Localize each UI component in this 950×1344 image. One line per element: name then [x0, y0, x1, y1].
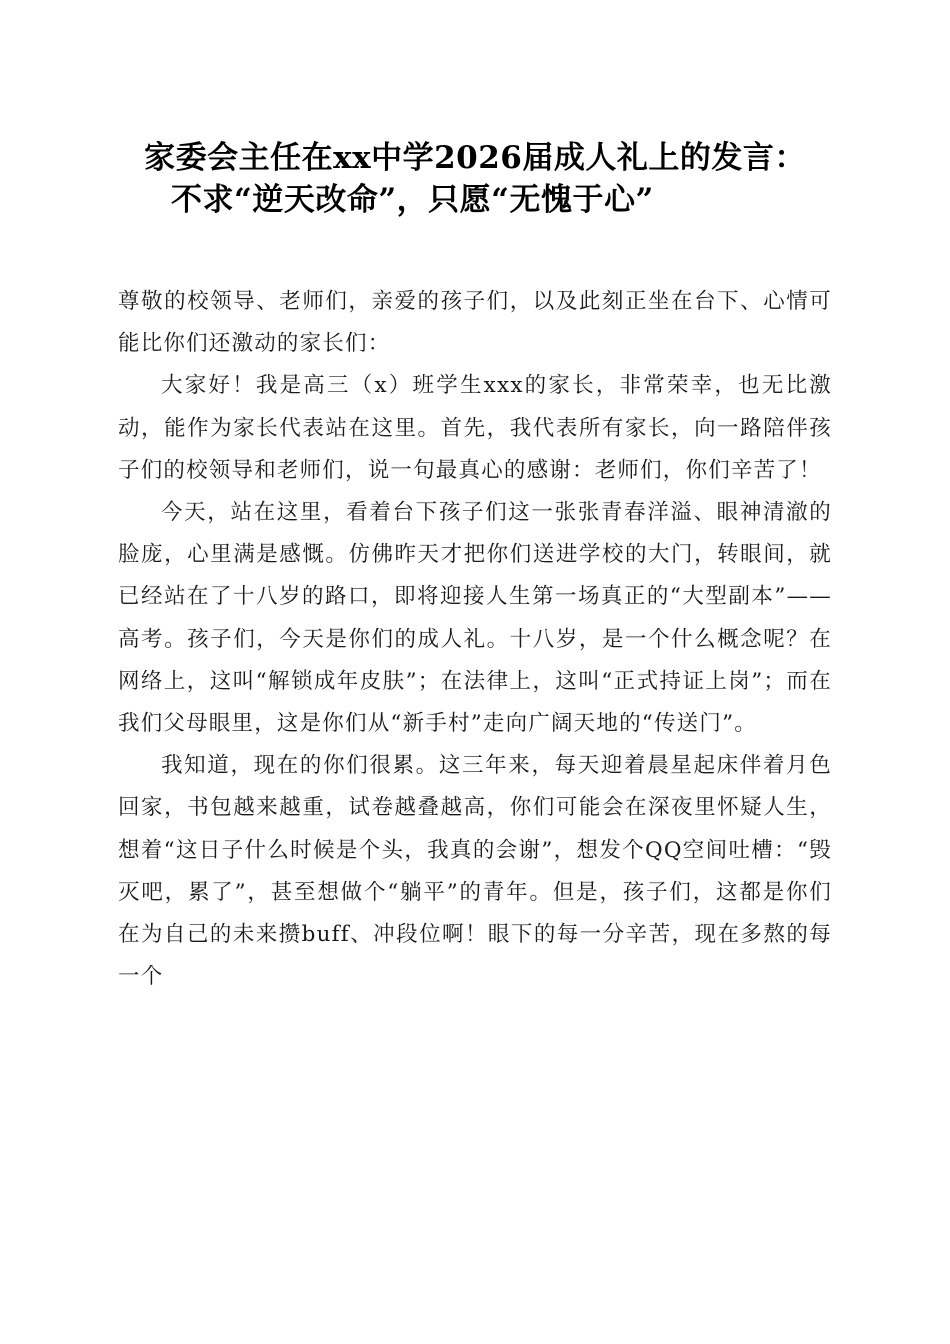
document-title-line-2: 不求“逆天改命”，只愿“无愧于心”: [171, 182, 654, 218]
document-title-line-1: 家委会主任在xx中学2026届成人礼上的发言：: [144, 140, 806, 176]
body-paragraph: 我知道，现在的你们很累。这三年来，每天迎着晨星起床伴着月色回家，书包越来越重，试卷越叠越高，你们可能会在深夜里怀疑人生，想着“这日子什么时候是个头，我真的会谢”，想发个QQ空间吐槽：“毁灭吧，累了”，甚至想做个“躺平”的青年。但是，孩子们，这都是你们在为自己的未来攒buff、冲段位啊！眼下的每一分辛苦，现在多熬的每一个: [118, 753, 832, 990]
body-paragraph: 大家好！我是高三（x）班学生xxx的家长，非常荣幸，也无比激动，能作为家长代表站在这里。首先，我代表所有家长，向一路陪伴孩子们的校领导和老师们，说一句最真心的感谢：老师们，你们辛苦了！: [118, 373, 832, 483]
document-body: [118, 281, 832, 998]
body-paragraph: 今天，站在这里，看着台下孩子们这一张张青春洋溢、眼神清澈的脸庞，心里满是感慨。仿佛昨天才把你们送进学校的大门，转眼间，就已经站在了十八岁的路口，即将迎接人生第一场真正的“大型副本”——高考。孩子们，今天是你们的成人礼。十八岁，是一个什么概念呢？在网络上，这叫“解锁成年皮肤”；在法律上，这叫“正式持证上岗”；而在我们父母眼里，这是你们从“新手村”走向广阔天地的“传送门”。: [118, 500, 832, 737]
salutation-paragraph: 尊敬的校领导、老师们，亲爱的孩子们，以及此刻正坐在台下、心情可能比你们还激动的家长们：: [118, 289, 832, 357]
